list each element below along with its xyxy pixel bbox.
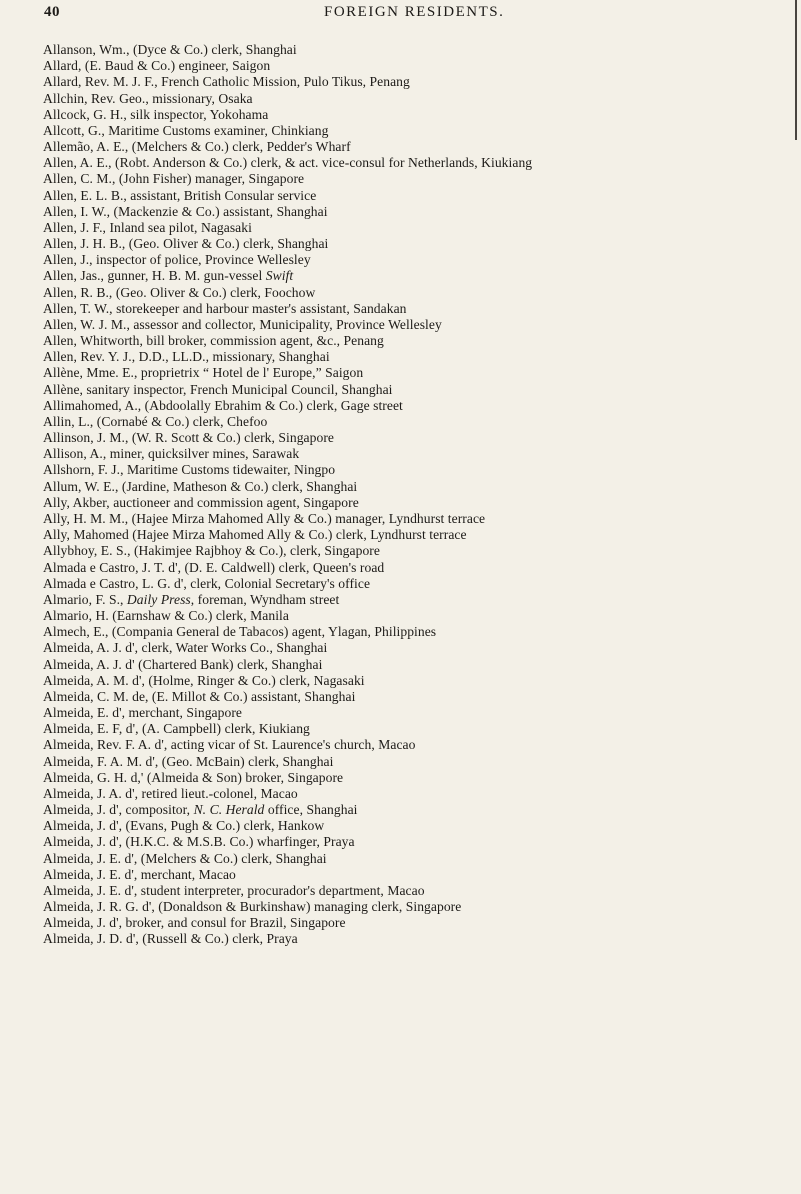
resident-entry: Allchin, Rev. Geo., missionary, Osaka <box>43 90 253 106</box>
page-header <box>44 4 764 28</box>
resident-entry: Allin, L., (Cornabé & Co.) clerk, Chefoo <box>43 413 268 429</box>
resident-entry: Allen, R. B., (Geo. Oliver & Co.) clerk, Foochow <box>43 284 316 300</box>
resident-entry: Almeida, E. F, d', (A. Campbell) clerk, Kiukiang <box>43 721 310 737</box>
resident-entry: Allum, W. E., (Jardine, Matheson & Co.) clerk, Shanghai <box>43 478 358 494</box>
resident-entry: Almeida, Rev. F. A. d', acting vicar of St. Laurence's church, Macao <box>43 737 416 753</box>
resident-entry: Almeida, F. A. M. d', (Geo. McBain) clerk, Shanghai <box>43 753 334 769</box>
resident-entry: Allen, E. L. B., assistant, British Consular service <box>43 187 317 203</box>
resident-entry: Allimahomed, A., (Abdoolally Ebrahim & Co.) clerk, Gage street <box>43 397 403 413</box>
page-edge-rule <box>795 0 797 140</box>
resident-entry: Allen, J., inspector of police, Province Wellesley <box>43 252 311 268</box>
resident-entry: Allen, Rev. Y. J., D.D., LL.D., missionary, Shanghai <box>43 349 330 365</box>
resident-entry: Allen, Jas., gunner, H. B. M. gun-vessel Swift <box>43 268 294 284</box>
running-head-title: FOREIGN RESIDENTS. <box>324 4 505 20</box>
resident-entry: Almeida, A. M. d', (Holme, Ringer & Co.) clerk, Nagasaki <box>43 672 365 688</box>
resident-entry: Almech, E., (Compania General de Tabacos) agent, Ylagan, Philippines <box>43 624 437 640</box>
resident-entry: Almeida, J. d', (H.K.C. & M.S.B. Co.) wharfinger, Praya <box>43 834 355 850</box>
resident-entry: Almeida, C. M. de, (E. Millot & Co.) assistant, Shanghai <box>43 688 356 704</box>
resident-entry-list <box>43 42 795 948</box>
resident-entry: Almeida, A. J. d', clerk, Water Works Co., Shanghai <box>43 640 328 656</box>
resident-entry: Allen, Whitworth, bill broker, commission agent, &c., Penang <box>43 333 384 349</box>
resident-entry: Allanson, Wm., (Dyce & Co.) clerk, Shanghai <box>43 42 297 57</box>
resident-entry: Allard, Rev. M. J. F., French Catholic Mission, Pulo Tikus, Penang <box>43 74 410 90</box>
resident-entry: Almeida, J. d', (Evans, Pugh & Co.) clerk, Hankow <box>43 818 325 834</box>
resident-entry: Allen, T. W., storekeeper and harbour master's assistant, Sandakan <box>43 300 407 316</box>
resident-entry: Almeida, A. J. d' (Chartered Bank) clerk, Shanghai <box>43 656 323 672</box>
resident-entry: Almeida, J. R. G. d', (Donaldson & Burkinshaw) managing clerk, Singapore <box>43 899 462 915</box>
resident-entry: Allen, W. J. M., assessor and collector, Municipality, Province Wellesley <box>43 316 442 332</box>
resident-entry: Almeida, E. d', merchant, Singapore <box>43 705 242 721</box>
resident-entry: Almeida, G. H. d,' (Almeida & Son) broker, Singapore <box>43 769 344 785</box>
resident-entry: Ally, H. M. M., (Hajee Mirza Mahomed Ally & Co.) manager, Lyndhurst terrace <box>43 510 486 526</box>
page-number: 40 <box>44 4 60 20</box>
resident-entry: Allen, J. H. B., (Geo. Oliver & Co.) clerk, Shanghai <box>43 236 329 252</box>
resident-entry: Ally, Mahomed (Hajee Mirza Mahomed Ally & Co.) clerk, Lyndhurst terrace <box>43 527 467 543</box>
resident-entry: Almeida, J. E. d', (Melchers & Co.) clerk, Shanghai <box>43 850 327 866</box>
resident-entry: Ally, Akber, auctioneer and commission agent, Singapore <box>43 494 359 510</box>
resident-entry: Almario, H. (Earnshaw & Co.) clerk, Manila <box>43 608 289 624</box>
resident-entry: Allen, I. W., (Mackenzie & Co.) assistant, Shanghai <box>43 203 328 219</box>
resident-entry: Allcott, G., Maritime Customs examiner, Chinkiang <box>43 122 329 138</box>
resident-entry: Almeida, J. D. d', (Russell & Co.) clerk, Praya <box>43 931 298 947</box>
resident-entry: Allard, (E. Baud & Co.) engineer, Saigon <box>43 58 271 74</box>
resident-entry: Allen, J. F., Inland sea pilot, Nagasaki <box>43 219 252 235</box>
resident-entry: Almada e Castro, L. G. d', clerk, Colonial Secretary's office <box>43 575 371 591</box>
resident-entry: Allène, sanitary inspector, French Municipal Council, Shanghai <box>43 381 393 397</box>
resident-entry: Almada e Castro, J. T. d', (D. E. Caldwell) clerk, Queen's road <box>43 559 385 575</box>
resident-entry: Allshorn, F. J., Maritime Customs tidewaiter, Ningpo <box>43 462 336 478</box>
resident-entry: Allcock, G. H., silk inspector, Yokohama <box>43 106 269 122</box>
resident-entry: Almeida, J. d', broker, and consul for Brazil, Singapore <box>43 915 346 931</box>
resident-entry: Almeida, J. A. d', retired lieut.-colonel, Macao <box>43 785 298 801</box>
resident-entry: Allison, A., miner, quicksilver mines, Sarawak <box>43 446 300 462</box>
resident-entry: Almeida, J. E. d', merchant, Macao <box>43 866 236 882</box>
resident-entry: Almeida, J. d', compositor, N. C. Herald office, Shanghai <box>43 802 358 818</box>
resident-entry: Allinson, J. M., (W. R. Scott & Co.) clerk, Singapore <box>43 430 334 446</box>
resident-entry: Allène, Mme. E., proprietrix “ Hotel de l' Europe,” Saigon <box>43 365 364 381</box>
resident-entry: Almeida, J. E. d', student interpreter, procurador's department, Macao <box>43 882 425 898</box>
resident-entry: Allen, C. M., (John Fisher) manager, Singapore <box>43 171 305 187</box>
resident-entry: Allybhoy, E. S., (Hakimjee Rajbhoy & Co.), clerk, Singapore <box>43 543 380 559</box>
resident-entry: Almario, F. S., Daily Press, foreman, Wyndham street <box>43 591 340 607</box>
resident-entry: Allemão, A. E., (Melchers & Co.) clerk, Pedder's Wharf <box>43 139 351 155</box>
resident-entry: Allen, A. E., (Robt. Anderson & Co.) clerk, & act. vice-consul for Netherlands, Kiukiang <box>43 155 533 171</box>
